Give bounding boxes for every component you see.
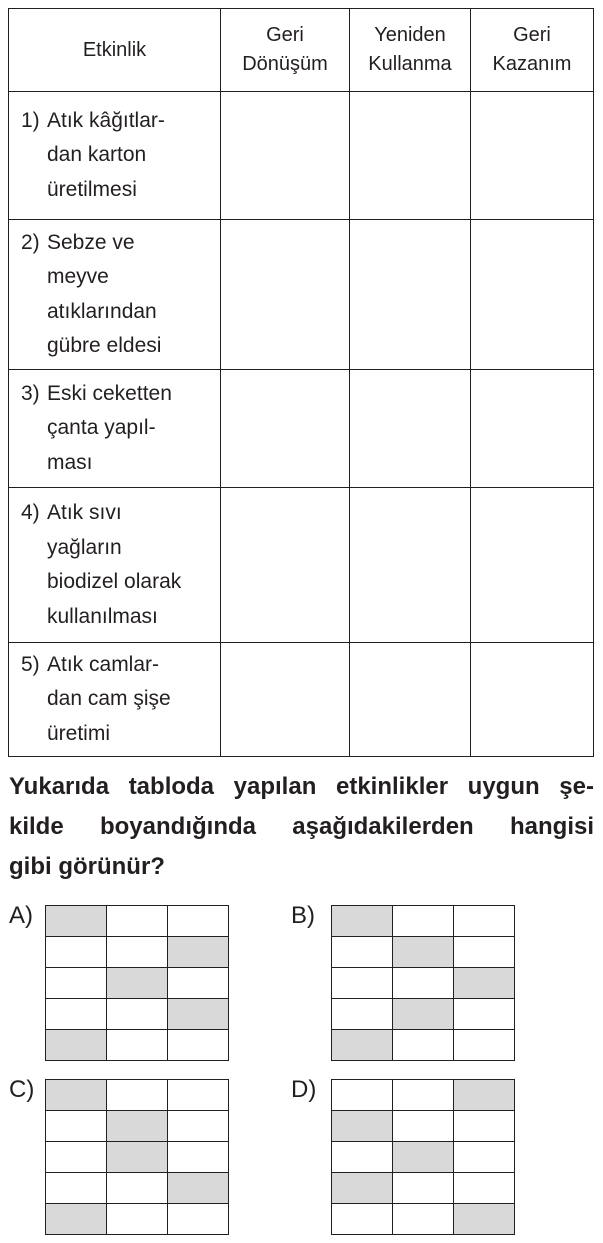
- activity-line: dan karton: [47, 143, 147, 167]
- grid-cell: [454, 999, 515, 1030]
- question-text: [9, 767, 594, 887]
- shaded-cell: [107, 1142, 168, 1173]
- table-row: [9, 488, 594, 643]
- shaded-cell: [107, 1111, 168, 1142]
- cell-yeniden-kullanma[interactable]: [350, 488, 471, 643]
- shaded-cell: [332, 1111, 393, 1142]
- grid-cell: [46, 968, 107, 999]
- grid-cell: [107, 1030, 168, 1061]
- grid-cell: [454, 1111, 515, 1142]
- grid-cell: [332, 1204, 393, 1235]
- activity-line: ması: [47, 450, 93, 474]
- header-geri-donusum: [221, 9, 350, 92]
- grid-row: [46, 968, 229, 999]
- shaded-cell: [332, 1030, 393, 1061]
- cell-geri-kazanim[interactable]: [471, 220, 594, 370]
- activity-line: çanta yapıl-: [47, 416, 156, 440]
- grid-cell: [332, 999, 393, 1030]
- table-row: [9, 370, 594, 488]
- grid-row: [46, 1204, 229, 1235]
- activity-line: gübre eldesi: [47, 334, 162, 357]
- activity-table: [8, 8, 594, 757]
- shaded-cell: [168, 999, 229, 1030]
- cell-geri-donusum[interactable]: [221, 370, 350, 488]
- shaded-cell: [46, 1080, 107, 1111]
- grid-cell: [454, 1142, 515, 1173]
- grid-cell: [107, 1204, 168, 1235]
- grid-cell: [168, 968, 229, 999]
- question-line: Yukarıda tabloda yapılan etkinlikler uygun şe-: [9, 773, 594, 800]
- cell-geri-kazanim[interactable]: [471, 370, 594, 488]
- shaded-cell: [332, 1173, 393, 1204]
- option-a-grid[interactable]: [45, 905, 229, 1061]
- cell-yeniden-kullanma[interactable]: [350, 220, 471, 370]
- activity-line: Atık camlar-: [47, 652, 160, 676]
- grid-row: [46, 1111, 229, 1142]
- grid-row: [332, 1030, 515, 1061]
- grid-cell: [168, 1204, 229, 1235]
- grid-row: [332, 1204, 515, 1235]
- option-b-grid[interactable]: [331, 905, 515, 1061]
- option-c-label[interactable]: C): [9, 1076, 35, 1103]
- grid-cell: [332, 1080, 393, 1111]
- header-yeniden-kullanma: [350, 9, 471, 92]
- grid-cell: [393, 968, 454, 999]
- grid-cell: [46, 999, 107, 1030]
- grid-cell: [46, 1173, 107, 1204]
- grid-row: [332, 937, 515, 968]
- option-a-label[interactable]: A): [9, 902, 33, 929]
- cell-geri-donusum[interactable]: [221, 643, 350, 757]
- cell-yeniden-kullanma[interactable]: [350, 643, 471, 757]
- grid-row: [332, 906, 515, 937]
- header-line: Etkinlik: [82, 38, 147, 61]
- grid-cell: [393, 1173, 454, 1204]
- question-line: gibi görünür?: [9, 853, 165, 880]
- activity-number: 3): [21, 381, 40, 405]
- header-line: Yeniden: [374, 24, 446, 46]
- activity-line: Sebze ve: [47, 230, 135, 254]
- grid-cell: [393, 906, 454, 937]
- grid-cell: [454, 937, 515, 968]
- cell-geri-donusum[interactable]: [221, 220, 350, 370]
- grid-row: [46, 1080, 229, 1111]
- grid-cell: [454, 1030, 515, 1061]
- grid-row: [332, 968, 515, 999]
- table-row: [9, 643, 594, 757]
- grid-row: [332, 1080, 515, 1111]
- grid-row: [46, 1173, 229, 1204]
- grid-row: [332, 1111, 515, 1142]
- grid-cell: [393, 1204, 454, 1235]
- activity-line: kullanılması: [47, 604, 158, 628]
- cell-geri-kazanim[interactable]: [471, 92, 594, 220]
- cell-yeniden-kullanma[interactable]: [350, 370, 471, 488]
- grid-cell: [107, 1080, 168, 1111]
- grid-row: [46, 1142, 229, 1173]
- shaded-cell: [168, 937, 229, 968]
- grid-cell: [393, 1030, 454, 1061]
- activity-cell: [9, 92, 221, 220]
- grid-cell: [107, 999, 168, 1030]
- activity-line: meyve: [47, 265, 109, 288]
- grid-row: [46, 1030, 229, 1061]
- activity-line: atıklarından: [47, 299, 157, 323]
- header-geri-kazanim: [471, 9, 594, 92]
- grid-cell: [46, 1142, 107, 1173]
- option-d-grid[interactable]: [331, 1079, 515, 1235]
- activity-number: 5): [21, 652, 40, 676]
- activity-number: 2): [21, 230, 40, 254]
- table-header-row: [9, 9, 594, 92]
- cell-geri-donusum[interactable]: [221, 488, 350, 643]
- activity-line: üretimi: [47, 721, 111, 745]
- activity-cell: [9, 220, 221, 370]
- activity-line: üretilmesi: [47, 177, 137, 201]
- grid-cell: [107, 906, 168, 937]
- grid-row: [332, 1173, 515, 1204]
- shaded-cell: [46, 1204, 107, 1235]
- shaded-cell: [393, 937, 454, 968]
- grid-cell: [454, 1173, 515, 1204]
- option-c-grid[interactable]: [45, 1079, 229, 1235]
- shaded-cell: [454, 968, 515, 999]
- shaded-cell: [168, 1173, 229, 1204]
- activity-cell: [9, 488, 221, 643]
- grid-cell: [107, 937, 168, 968]
- grid-cell: [168, 1142, 229, 1173]
- cell-geri-donusum[interactable]: [221, 92, 350, 220]
- grid-row: [46, 906, 229, 937]
- grid-cell: [454, 906, 515, 937]
- grid-cell: [168, 906, 229, 937]
- activity-line: biodizel olarak: [47, 570, 182, 593]
- grid-row: [46, 937, 229, 968]
- activity-line: dan cam şişe: [47, 687, 171, 711]
- header-line: Geri: [513, 24, 551, 46]
- grid-cell: [46, 1111, 107, 1142]
- shaded-cell: [107, 968, 168, 999]
- grid-cell: [46, 937, 107, 968]
- activity-cell: [9, 643, 221, 757]
- header-etkinlik: [9, 9, 221, 92]
- question-line: kilde boyandığında aşağıdakilerden hangisi: [9, 813, 594, 840]
- grid-cell: [168, 1030, 229, 1061]
- activity-number: 1): [21, 108, 40, 132]
- shaded-cell: [393, 999, 454, 1030]
- cell-geri-kazanim[interactable]: [471, 643, 594, 757]
- activity-line: Eski ceketten: [47, 381, 172, 405]
- grid-cell: [168, 1111, 229, 1142]
- grid-cell: [332, 937, 393, 968]
- shaded-cell: [393, 1142, 454, 1173]
- shaded-cell: [46, 906, 107, 937]
- option-d-label[interactable]: D): [291, 1076, 317, 1103]
- header-line: Geri: [266, 24, 304, 46]
- grid-cell: [332, 1142, 393, 1173]
- grid-row: [332, 999, 515, 1030]
- grid-row: [332, 1142, 515, 1173]
- activity-line: Atık sıvı: [47, 501, 122, 524]
- header-line: Kazanım: [492, 53, 572, 75]
- cell-yeniden-kullanma[interactable]: [350, 92, 471, 220]
- shaded-cell: [332, 906, 393, 937]
- shaded-cell: [46, 1030, 107, 1061]
- header-line: Kullanma: [368, 53, 452, 75]
- activity-line: yağların: [47, 535, 122, 559]
- grid-cell: [393, 1080, 454, 1111]
- grid-row: [46, 999, 229, 1030]
- activity-number: 4): [21, 501, 40, 524]
- header-line: Dönüşüm: [242, 53, 328, 75]
- table-row: [9, 220, 594, 370]
- shaded-cell: [454, 1080, 515, 1111]
- grid-cell: [332, 968, 393, 999]
- grid-cell: [393, 1111, 454, 1142]
- option-b-label[interactable]: B): [291, 902, 315, 929]
- grid-cell: [168, 1080, 229, 1111]
- activity-cell: [9, 370, 221, 488]
- grid-cell: [107, 1173, 168, 1204]
- cell-geri-kazanim[interactable]: [471, 488, 594, 643]
- activity-line: Atık kâğıtlar-: [47, 108, 165, 132]
- table-row: [9, 92, 594, 220]
- shaded-cell: [454, 1204, 515, 1235]
